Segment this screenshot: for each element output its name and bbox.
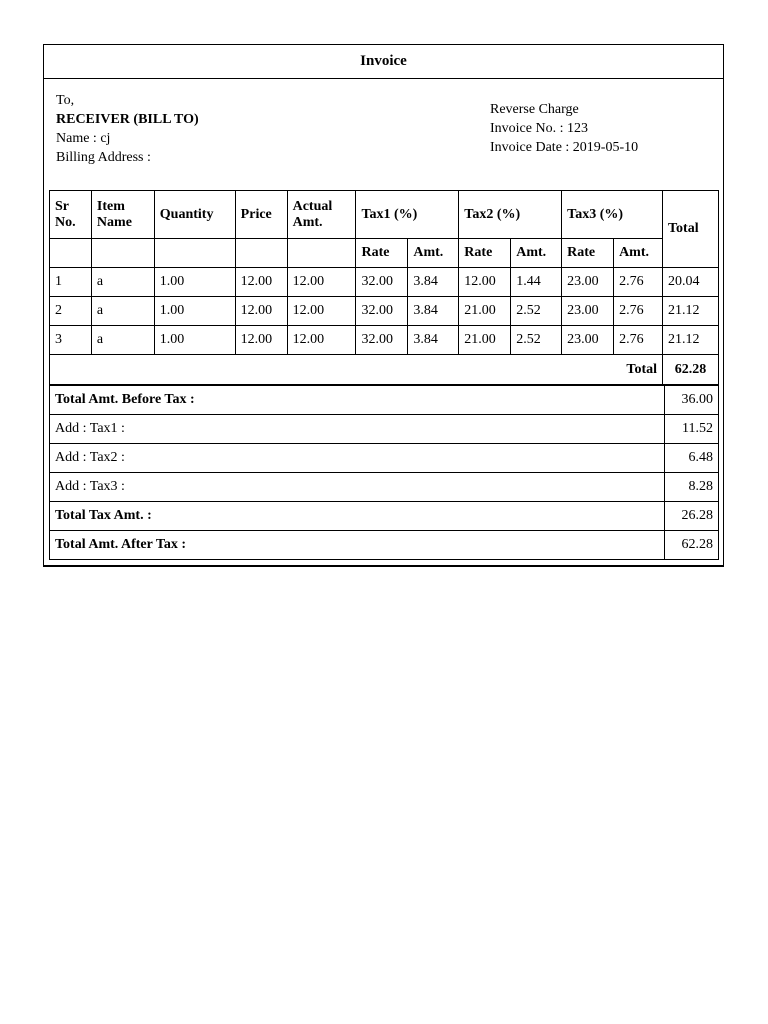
table-cell: 20.04 xyxy=(663,268,719,297)
subheader-tax1-rate: Rate xyxy=(356,239,408,268)
table-cell: 12.00 xyxy=(287,268,356,297)
table-header-row xyxy=(50,191,719,239)
table-cell: 1.44 xyxy=(511,268,562,297)
table-cell: 1.00 xyxy=(154,268,235,297)
summary-label-after-tax: Total Amt. After Tax : xyxy=(50,531,665,560)
summary-value-total-tax: 26.28 xyxy=(665,502,719,531)
table-cell: 32.00 xyxy=(356,297,408,326)
table-cell: 23.00 xyxy=(562,297,614,326)
summary-label-before-tax: Total Amt. Before Tax : xyxy=(50,386,665,415)
table-cell: 3.84 xyxy=(408,326,459,355)
table-cell: 2.76 xyxy=(614,326,663,355)
header-sr-no: Sr No. xyxy=(50,191,92,239)
table-cell: 23.00 xyxy=(562,268,614,297)
receiver-heading: RECEIVER (BILL TO) xyxy=(56,112,199,127)
subheader-tax2-amt: Amt. xyxy=(511,239,562,268)
summary-row xyxy=(50,386,719,415)
table-cell: 32.00 xyxy=(356,326,408,355)
table-cell: 2.76 xyxy=(614,297,663,326)
table-cell: 12.00 xyxy=(235,326,287,355)
subheader-tax1-amt: Amt. xyxy=(408,239,459,268)
header-tax1: Tax1 (%) xyxy=(356,191,459,239)
invoice-document xyxy=(43,44,724,567)
header-price: Price xyxy=(235,191,287,239)
header-quantity: Quantity xyxy=(154,191,235,239)
table-cell: 21.12 xyxy=(663,326,719,355)
subheader-empty xyxy=(91,239,154,268)
table-row xyxy=(50,326,719,355)
summary-value-tax3: 8.28 xyxy=(665,473,719,502)
invoice-meta xyxy=(490,100,638,157)
table-cell: 2.52 xyxy=(511,297,562,326)
header-tax3: Tax3 (%) xyxy=(562,191,663,239)
summary-value-after-tax: 62.28 xyxy=(665,531,719,560)
subheader-empty xyxy=(50,239,92,268)
subheader-tax3-rate: Rate xyxy=(562,239,614,268)
table-cell: 12.00 xyxy=(287,326,356,355)
summary-table xyxy=(49,385,719,560)
table-cell: 12.00 xyxy=(287,297,356,326)
table-cell: 3 xyxy=(50,326,92,355)
table-row xyxy=(50,297,719,326)
header-item-name: Item Name xyxy=(91,191,154,239)
table-cell: 2.52 xyxy=(511,326,562,355)
grand-total-row xyxy=(50,355,719,385)
table-cell: a xyxy=(91,268,154,297)
header-actual-amt: Actual Amt. xyxy=(287,191,356,239)
table-cell: 1.00 xyxy=(154,297,235,326)
summary-label-tax1: Add : Tax1 : xyxy=(50,415,665,444)
subheader-empty xyxy=(235,239,287,268)
items-table xyxy=(49,190,719,385)
table-cell: 3.84 xyxy=(408,268,459,297)
table-cell: a xyxy=(91,326,154,355)
summary-label-tax3: Add : Tax3 : xyxy=(50,473,665,502)
summary-row xyxy=(50,502,719,531)
subheader-empty xyxy=(154,239,235,268)
summary-value-tax2: 6.48 xyxy=(665,444,719,473)
billing-address: Billing Address : xyxy=(56,150,151,165)
table-cell: 12.00 xyxy=(459,268,511,297)
grand-total-label: Total xyxy=(50,355,663,385)
table-cell: 23.00 xyxy=(562,326,614,355)
invoice-title: Invoice xyxy=(44,45,723,79)
table-cell: 2 xyxy=(50,297,92,326)
table-cell: 32.00 xyxy=(356,268,408,297)
summary-label-tax2: Add : Tax2 : xyxy=(50,444,665,473)
table-cell: 2.76 xyxy=(614,268,663,297)
reverse-charge: Reverse Charge xyxy=(490,102,579,117)
table-subheader-row xyxy=(50,239,719,268)
invoice-date: Invoice Date : 2019-05-10 xyxy=(490,140,639,155)
summary-row xyxy=(50,415,719,444)
table-cell: 12.00 xyxy=(235,297,287,326)
table-cell: 21.00 xyxy=(459,326,511,355)
grand-total-value: 62.28 xyxy=(663,355,719,385)
header-tax2: Tax2 (%) xyxy=(459,191,562,239)
summary-row xyxy=(50,473,719,502)
table-cell: 3.84 xyxy=(408,297,459,326)
table-cell: 1 xyxy=(50,268,92,297)
table-cell: a xyxy=(91,297,154,326)
table-cell: 12.00 xyxy=(235,268,287,297)
invoice-number: Invoice No. : 123 xyxy=(490,121,588,136)
summary-row xyxy=(50,444,719,473)
summary-value-tax1: 11.52 xyxy=(665,415,719,444)
table-cell: 21.00 xyxy=(459,297,511,326)
subheader-tax3-amt: Amt. xyxy=(614,239,663,268)
table-row xyxy=(50,268,719,297)
receiver-name: Name : cj xyxy=(56,131,111,146)
summary-value-before-tax: 36.00 xyxy=(665,386,719,415)
bill-to-block xyxy=(56,91,199,167)
summary-label-total-tax: Total Tax Amt. : xyxy=(50,502,665,531)
table-cell: 1.00 xyxy=(154,326,235,355)
subheader-tax2-rate: Rate xyxy=(459,239,511,268)
summary-row xyxy=(50,531,719,560)
to-label: To, xyxy=(56,93,75,108)
subheader-empty xyxy=(287,239,356,268)
table-cell: 21.12 xyxy=(663,297,719,326)
header-total: Total xyxy=(663,191,719,268)
